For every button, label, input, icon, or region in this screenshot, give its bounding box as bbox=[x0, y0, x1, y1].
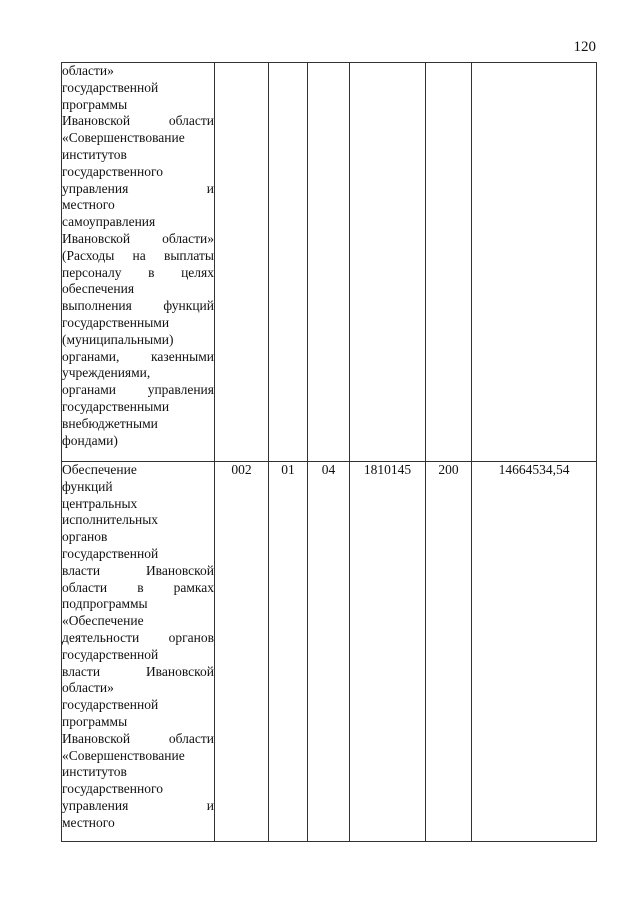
description-line: органами, казенными bbox=[62, 348, 214, 364]
description-line: институтов bbox=[62, 146, 127, 162]
table-row bbox=[62, 462, 597, 842]
row-description-cell bbox=[62, 462, 215, 842]
description-line: органами управления bbox=[62, 382, 214, 398]
section-code-cell bbox=[269, 63, 308, 462]
page-number: 120 bbox=[573, 39, 596, 55]
description-line: управления и bbox=[62, 797, 214, 813]
description-line: Обеспечение bbox=[62, 462, 137, 477]
description-line: области» bbox=[62, 680, 114, 696]
description-line: «Обеспечение bbox=[62, 613, 144, 629]
row-description bbox=[62, 63, 214, 449]
description-line: «Совершенствование bbox=[62, 130, 185, 146]
amount-cell: 14664534,54 bbox=[472, 462, 597, 842]
amount-cell bbox=[472, 63, 597, 462]
description-line: программы bbox=[62, 713, 128, 729]
description-line: функций bbox=[62, 478, 113, 494]
description-line: исполнительных bbox=[62, 512, 159, 528]
description-line: государственного bbox=[62, 163, 163, 179]
description-line: персоналу в целях bbox=[62, 264, 214, 280]
description-line: местного bbox=[62, 814, 115, 830]
row-description bbox=[62, 462, 214, 832]
description-line: Ивановской области bbox=[62, 730, 214, 746]
budget-table bbox=[61, 62, 597, 842]
description-line: государственного bbox=[62, 781, 163, 797]
target-article-cell bbox=[350, 63, 426, 462]
ministry-code-cell: 002 bbox=[215, 462, 269, 842]
description-line: управления и bbox=[62, 180, 214, 196]
description-line: государственной bbox=[62, 646, 159, 662]
description-line: институтов bbox=[62, 764, 127, 780]
description-line: учреждениями, bbox=[62, 365, 151, 381]
description-line: подпрограммы bbox=[62, 596, 148, 612]
description-line: (муниципальными) bbox=[62, 331, 174, 347]
description-line: Ивановской области bbox=[62, 113, 214, 129]
description-line: программы bbox=[62, 96, 128, 112]
description-line: центральных bbox=[62, 495, 138, 511]
description-line: области» bbox=[62, 63, 114, 78]
description-line: государственными bbox=[62, 398, 170, 414]
description-line: власти Ивановской bbox=[62, 663, 214, 679]
table-row bbox=[62, 63, 597, 462]
section-code-cell: 01 bbox=[269, 462, 308, 842]
expense-type-cell bbox=[426, 63, 472, 462]
description-line: внебюджетными bbox=[62, 415, 158, 431]
description-line: выполнения функций bbox=[62, 298, 214, 314]
description-line: (Расходы на выплаты bbox=[62, 247, 214, 263]
description-line: фондами) bbox=[62, 432, 118, 448]
description-line: местного bbox=[62, 197, 115, 213]
subsection-code-cell bbox=[308, 63, 350, 462]
ministry-code-cell bbox=[215, 63, 269, 462]
description-line: «Совершенствование bbox=[62, 747, 185, 763]
description-line: государственной bbox=[62, 545, 159, 561]
description-line: государственной bbox=[62, 697, 159, 713]
description-line: государственными bbox=[62, 314, 170, 330]
description-line: деятельности органов bbox=[62, 629, 214, 645]
description-line: органов bbox=[62, 529, 108, 545]
description-line: обеспечения bbox=[62, 281, 135, 297]
description-line: власти Ивановской bbox=[62, 562, 214, 578]
description-line: государственной bbox=[62, 79, 159, 95]
description-line: самоуправления bbox=[62, 214, 156, 230]
expense-type-cell: 200 bbox=[426, 462, 472, 842]
description-line: области в рамках bbox=[62, 579, 214, 595]
description-line: Ивановской области» bbox=[62, 230, 214, 246]
target-article-cell: 1810145 bbox=[350, 462, 426, 842]
subsection-code-cell: 04 bbox=[308, 462, 350, 842]
row-description-cell bbox=[62, 63, 215, 462]
